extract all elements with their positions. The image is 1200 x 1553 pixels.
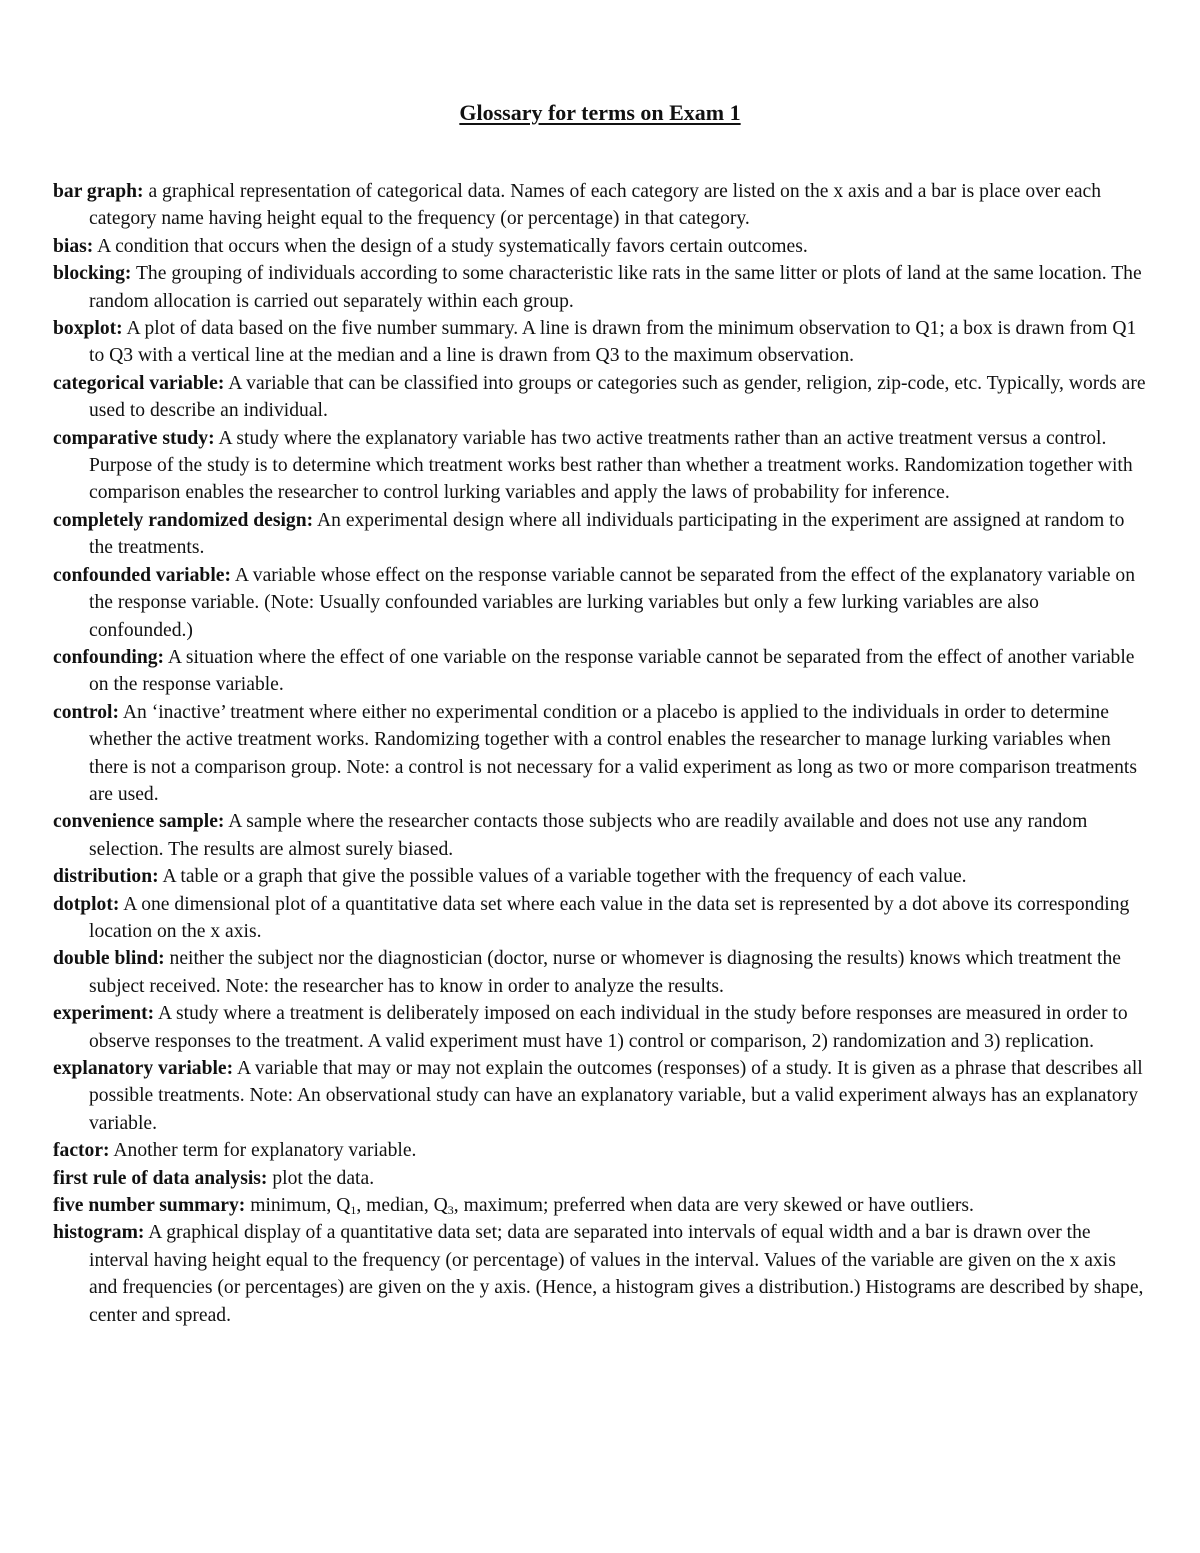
glossary-entry-five-number-summary [53, 1192, 1147, 1219]
glossary-entry-dotplot [53, 891, 1147, 946]
glossary-entry-categorical-variable [53, 370, 1147, 425]
glossary-term: confounded variable: [53, 564, 231, 586]
glossary-entry-completely-randomized-design [53, 507, 1147, 562]
glossary-definition: neither the subject nor the diagnostician (doctor, nurse or whomever is diagnosing the results) knows which treatment the subject received. Note: the researcher has to know in order to analyze the results. [89, 948, 1121, 997]
glossary-entry-factor [53, 1137, 1147, 1164]
glossary-entry-comparative-study [53, 425, 1147, 507]
glossary-entry-bias [53, 233, 1147, 260]
glossary-term: completely randomized design: [53, 509, 314, 531]
glossary-definition: A plot of data based on the five number summary. A line is drawn from the minimum observation to Q1; a box is drawn from Q1 to Q3 with a vertical line at the median and a line is drawn from Q3 to the maximum observation. [89, 318, 1137, 367]
definition-text: minimum, Q [250, 1195, 351, 1217]
definition-text: , median, Q [356, 1195, 448, 1217]
glossary-entry-bar-graph [53, 178, 1147, 233]
glossary-definition: A table or a graph that give the possible values of a variable together with the frequency of each value. [162, 866, 967, 888]
definition-text: , maximum; preferred when data are very skewed or have outliers. [453, 1195, 974, 1217]
glossary-entry-convenience-sample [53, 808, 1147, 863]
glossary-term: confounding: [53, 646, 165, 668]
glossary-term: bias: [53, 235, 94, 257]
glossary-term: factor: [53, 1140, 110, 1162]
glossary-definition: A graphical display of a quantitative data set; data are separated into intervals of equal width and a bar is drawn over the interval having height equal to the frequency (or percentage) of values in the interval. Values of the variable are given on the x axis and frequencies (or percentages) are given on the y axis. (Hence, a histogram gives a distribution.) Histograms are described by shape, center and spread. [89, 1222, 1144, 1326]
glossary-definition [250, 1195, 974, 1216]
glossary-definition: An experimental design where all individuals participating in the experiment are assigned at random to the treatments. [89, 509, 1125, 559]
glossary-term: histogram: [53, 1222, 145, 1244]
glossary-term: convenience sample: [53, 811, 225, 833]
glossary-definition: A study where the explanatory variable has two active treatments rather than an active treatment versus a control. Purpose of the study is to determine which treatment works best rather than whether a treatment works. Randomization together with comparison enables the researcher to control lurking variables and apply the laws of probability for inference. [89, 427, 1133, 504]
glossary-term: five number summary: [53, 1195, 246, 1217]
glossary-term: explanatory variable: [53, 1058, 234, 1079]
glossary-definition: A study where a treatment is deliberately imposed on each individual in the study before responses are measured in order to observe responses to the treatment. A valid experiment must have 1) control or comparison, 2) randomization and 3) replication. [89, 1003, 1128, 1052]
glossary-entry-distribution [53, 863, 1147, 890]
glossary-entry-double-blind [53, 945, 1147, 1000]
glossary-term: blocking: [53, 263, 132, 285]
subscript: 3 [447, 1203, 454, 1218]
glossary-term: dotplot: [53, 893, 120, 915]
glossary-term: boxplot: [53, 318, 123, 340]
glossary-entry-boxplot [53, 315, 1147, 370]
glossary-entry-explanatory-variable [53, 1055, 1147, 1137]
glossary-term: bar graph: [53, 181, 144, 202]
glossary-entry-experiment [53, 1000, 1147, 1055]
glossary-definition: A one dimensional plot of a quantitative data set where each value in the data set is represented by a dot above its corresponding location on the x axis. [89, 893, 1130, 942]
glossary-term: experiment: [53, 1003, 155, 1025]
glossary-term: control: [53, 701, 120, 723]
glossary-term: categorical variable: [53, 372, 225, 394]
glossary-definition: Another term for explanatory variable. [113, 1140, 417, 1162]
glossary-term: comparative study: [53, 427, 215, 449]
glossary-definition: plot the data. [272, 1167, 375, 1189]
subscript: 1 [350, 1203, 357, 1218]
glossary-definition: The grouping of individuals according to some characteristic like rats in the same litter or plots of land at the same location. The random allocation is carried out separately within each group. [89, 263, 1142, 312]
glossary-entry-first-rule-of-data-analysis [53, 1165, 1147, 1192]
glossary-entry-confounding [53, 644, 1147, 699]
glossary-definition: A situation where the effect of one variable on the response variable cannot be separated from the effect of another variable on the response variable. [89, 646, 1135, 696]
glossary-definition: A condition that occurs when the design of a study systematically favors certain outcomes. [97, 235, 808, 257]
glossary-entry-control [53, 699, 1147, 809]
glossary-definition: a graphical representation of categorical data. Names of each category are listed on the x axis and a bar is place over each category name having height equal to the frequency (or percentage) in that category. [89, 181, 1102, 230]
glossary-definition: An ‘inactive’ treatment where either no experimental condition or a placebo is applied to the individuals in order to determine whether the active treatment works. Randomizing together with a control enables the researcher to manage lurking variables when there is not a comparison group. Note: a control is not necessary for a valid experiment as long as two or more comparison treatments are used. [89, 701, 1137, 805]
glossary-entry-confounded-variable [53, 562, 1147, 644]
glossary-definition: A variable that can be classified into groups or categories such as gender, religion, zip-code, etc. Typically, words are used to describe an individual. [89, 372, 1146, 422]
glossary-definition: A variable that may or may not explain the outcomes (responses) of a study. It is given as a phrase that describes all possible treatments. Note: An observational study can have an explanatory variable, but a valid experiment always has an explanatory variable. [89, 1058, 1143, 1134]
page-title: Glossary for terms on Exam 1 [459, 100, 741, 125]
glossary-list [53, 178, 1147, 1329]
glossary-term: distribution: [53, 866, 159, 888]
glossary-definition: A variable whose effect on the response variable cannot be separated from the effect of the explanatory variable on the response variable. (Note: Usually confounded variables are lurking variables but only a few lurking variables are also confounded.) [89, 564, 1136, 641]
glossary-entry-histogram [53, 1219, 1147, 1329]
glossary-definition: A sample where the researcher contacts those subjects who are readily available and does not use any random selection. The results are almost surely biased. [89, 811, 1088, 860]
glossary-term: double blind: [53, 948, 165, 970]
glossary-term: first rule of data analysis: [53, 1167, 268, 1189]
glossary-entry-blocking [53, 260, 1147, 315]
